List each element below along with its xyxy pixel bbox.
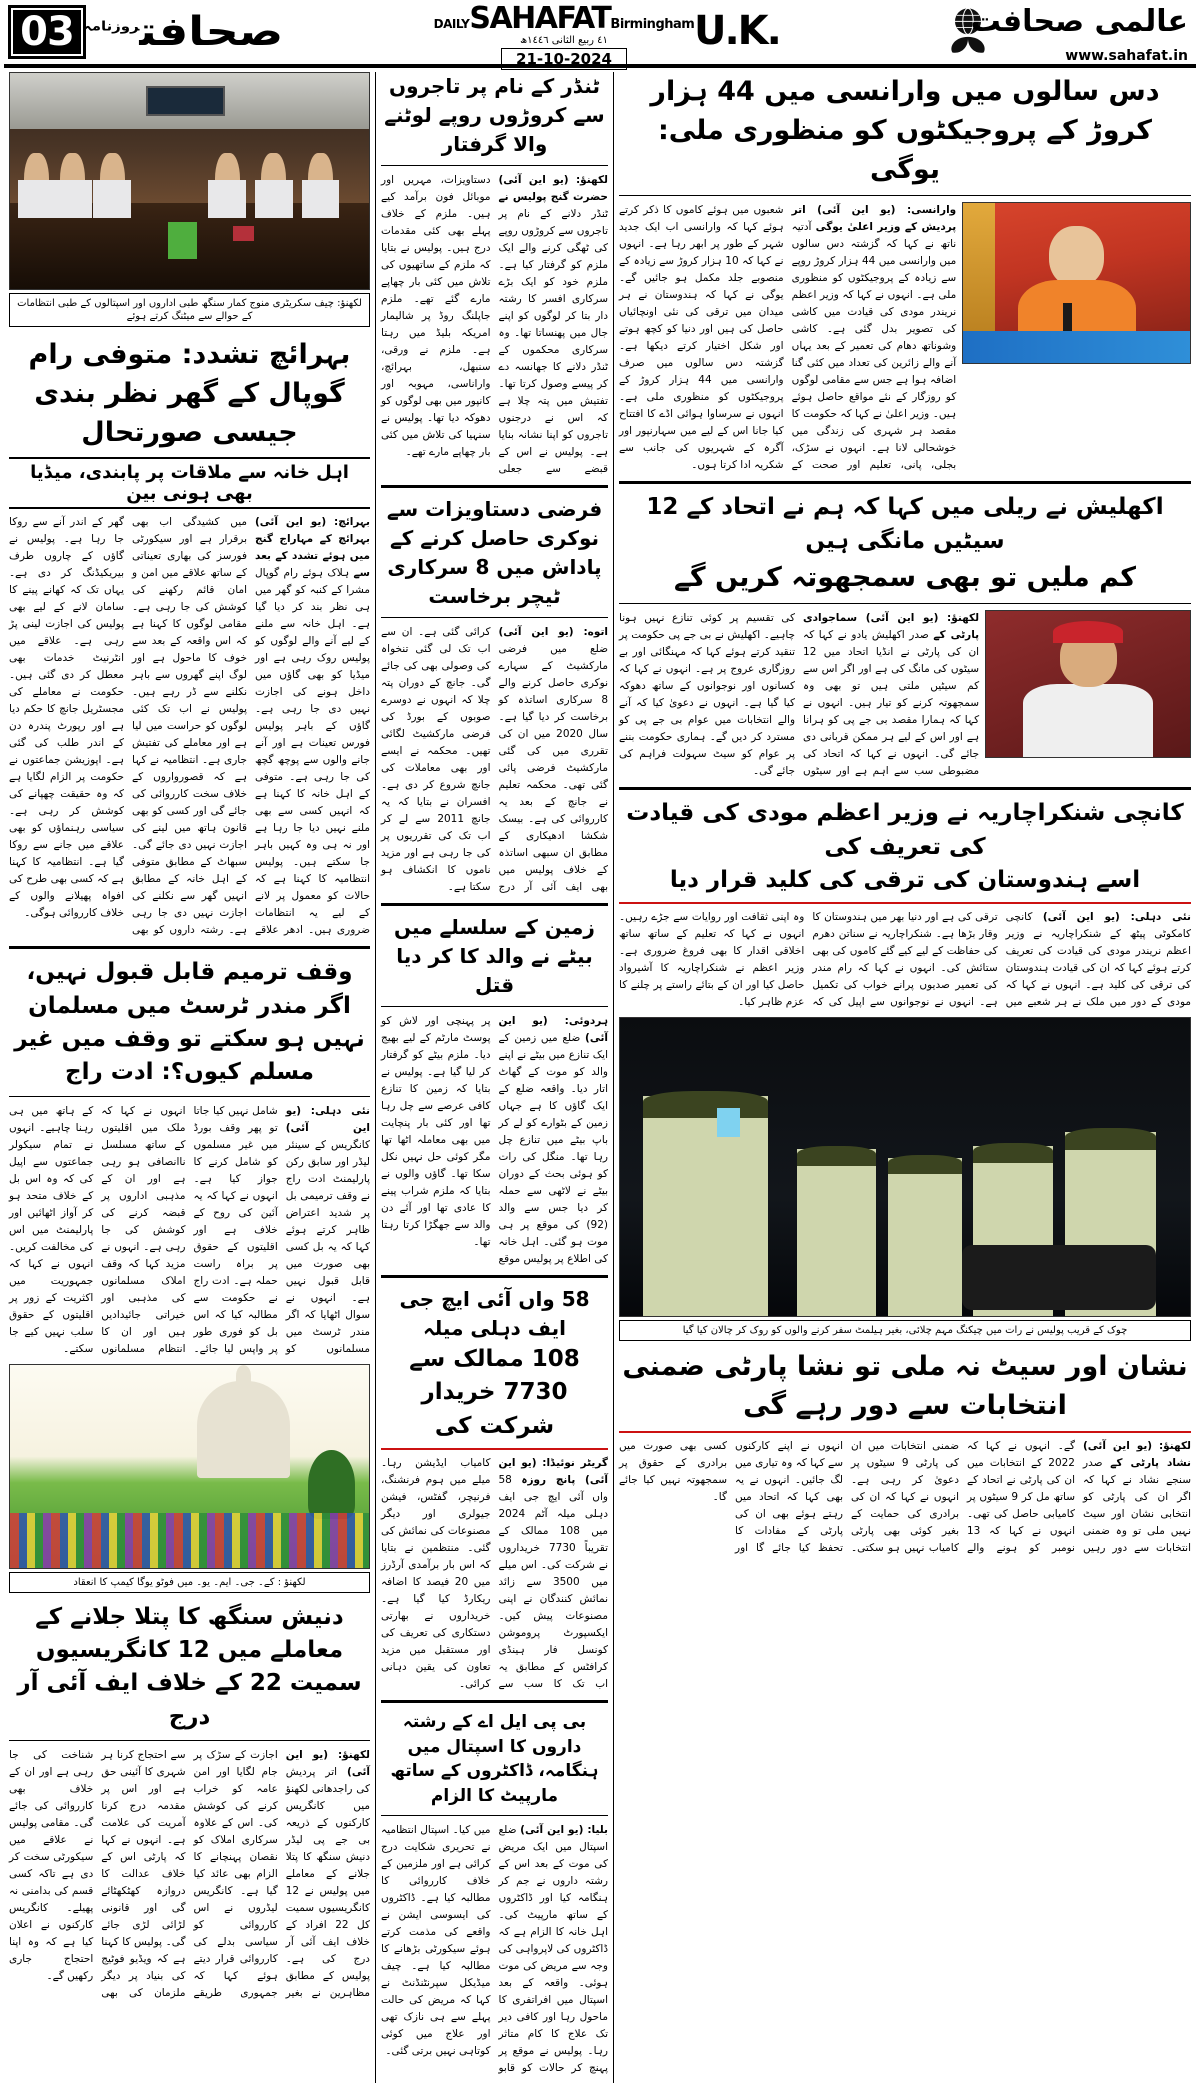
- article-dateline: بہرائچ: (یو این آئی) بہرائچ کے مہاراج گنج میں ہوئے تشدد کے بعد سے: [255, 516, 370, 580]
- hijri-date: ٤١ ربیع الثانی ١٤٤٦ھ: [520, 35, 608, 46]
- article-headline[interactable]: زمین کے سلسلے میں بیٹے نے والد کا کر دیا قتل: [394, 915, 595, 997]
- article-headline[interactable]: اکھلیش نے ریلی میں کہا کہ ہم نے اتحاد کے 12 سیٹیں مانگی ہیں: [646, 494, 1164, 554]
- article-hospital-ruckus: [381, 1710, 608, 2077]
- article-dateline: گریٹر نوئیڈا: (یو این آئی) پانچ روزہ: [498, 1457, 608, 1487]
- article-body: کانچی کامکوٹی پیٹھ کے شنکراچاریہ نے وزیر اعظم نریندر مودی کی قیادت کی تعریف کرتے ہوئے کہا کہ ان کی قیادت ہندوستان کی ترقی کی کلید ہے۔ انہوں نے کہا کہ مودی کے دور میں ملک نے ہر شعبے میں ترقی کی ہے اور دنیا بھر میں ہندوستان کا وقار بڑھا ہے۔ شنکراچاریہ نے سناتن دھرم کی حفاظت کے لیے کیے گئے کاموں کی بھی ستائش کی۔ انہوں نے کہا کہ رام مندر کی تعمیر صدیوں پرانے خواب کی تکمیل ہے۔ انہوں نے نوجوانوں سے اپیل کی کہ وہ اپنی ثقافت اور روایات سے جڑے رہیں۔ انہوں نے کہا کہ تعلیم کے ساتھ ساتھ اخلاقی اقدار کا بھی فروغ ضروری ہے۔ وزیر اعظم نے شنکراچاریہ کا آشیرواد حاصل کیا اور ان کے بتائے راستے پر چلنے کا عزم ظاہر کیا۔: [619, 911, 1191, 1009]
- masthead-right: [932, 0, 1192, 64]
- article-dateline: لکھنؤ: (یو این آئی) سماجوادی پارٹی کے: [803, 612, 980, 642]
- article-headline[interactable]: بی پی ایل اے کے رشتہ داروں کا اسپتال میں ہنگامہ، ڈاکٹروں کے ساتھ مارپیٹ کا الزام: [390, 1712, 599, 1806]
- article-headline[interactable]: فرضی دستاویزات سے نوکری حاصل کرنے کے پاداش میں 8 سرکاری ٹیچر برخاست: [386, 497, 603, 608]
- left-column: [4, 72, 376, 2083]
- photo-caption: لکھنؤ : کے۔ جی۔ ایم۔ یو۔ میں فوٹو یوگا کیمپ کا انعقاد: [9, 1572, 370, 1593]
- article-headline-2[interactable]: 108 ممالک سے 7730 خریدار شرکت کی: [409, 1346, 580, 1439]
- page-number-box: [8, 5, 86, 59]
- article-headline-2[interactable]: اسے ہندوستان کی ترقی کی کلید قرار دیا: [669, 866, 1141, 893]
- paper-name: SAHAFAT: [469, 1, 611, 36]
- article-headline[interactable]: نشان اور سیٹ نہ ملی تو نشا پارٹی ضمنی انتخابات سے دور رہے گی: [622, 1351, 1188, 1422]
- article-headline-2[interactable]: کم ملیں تو بھی سمجھوتہ کریں گے: [674, 562, 1136, 594]
- article-waqf: [9, 956, 370, 1357]
- article-yogi-varanasi: [619, 72, 1191, 474]
- article-dateline: وارانسی: (یو این آئی) اتر پردیش کے وزیر اعلیٰ یوگی: [791, 204, 957, 234]
- article-headline[interactable]: دس سالوں میں وارانسی میں 44 ہزار کروڑ کے پروجیکٹوں کو منظوری ملی: یوگی: [650, 76, 1160, 186]
- article-tender-fraud: [381, 72, 608, 478]
- masthead-center: [424, 1, 704, 70]
- page-number: 03: [11, 8, 83, 56]
- article-body: آدتیہ ناتھ نے کہا کہ گزشتہ دس سالوں میں وارانسی میں 44 ہزار کروڑ روپے سے زیادہ کے پروجیکٹوں کو منظوری ملی ہے۔ انہوں نے کہا کہ وزیر اعظم نریندر مودی کی قیادت میں کاشی کی تصویر بدل گئی ہے۔ کاشی وشوناتھ دھام کی تعمیر کے بعد یہاں آنے والے زائرین کی تعداد میں کئی گنا اضافہ ہوا ہے جس سے مقامی لوگوں کو روزگار کے نئے مواقع حاصل ہوئے ہیں۔ وزیر اعلیٰ نے کہا کہ حکومت کا مقصد ہر شہری کی زندگی میں خوشحالی لانا ہے۔ انہوں نے سڑک، بجلی، پانی، تعلیم اور صحت کے شعبوں میں ہوئے کاموں کا ذکر کرتے ہوئے کہا کہ وارانسی اب ایک جدید شہر کے طور پر ابھر رہا ہے۔ انہوں نے کہا کہ 10 ہزار کروڑ سے زیادہ کے منصوبے جلد مکمل ہو جائیں گے۔ یوگی نے کہا کہ ہندوستان نے ہر میدان میں ترقی کی نئی اونچائیاں حاصل کی ہیں اور دنیا کو کچھ ہوتے اور شکل اختیار کرتے دیکھا ہے۔ گزشتہ دس سالوں میں صرف وارانسی میں 44 ہزار کروڑ کے پروجیکٹوں کو منظوری ملی ہے۔ انہوں نے سرساوا ہوائی اڈے کا افتتاح کیا جانا اس کے لیے میں سہارنپور اور آگرہ کے شہریوں کی جانب سے شکریہ ادا کرتا ہوں۔: [619, 204, 957, 472]
- article-headline[interactable]: کانچی شنکراچاریہ نے وزیر اعظم مودی کی قیادت کی تعریف کی: [626, 800, 1184, 860]
- article-body: ضلع اسپتال میں ایک مریض کی موت کے بعد اس کے رشتہ داروں نے جم کر ہنگامہ کیا اور ڈاکٹروں کے ساتھ مارپیٹ کی۔ اہل خانہ کا الزام ہے کہ ڈاکٹروں کی لاپرواہی کی وجہ سے مریض کی موت ہوئی۔ واقعہ کے بعد اسپتال میں افراتفری کا ماحول رہا اور کافی دیر تک علاج کا کام متاثر رہا۔ پولیس نے موقع پر پہنچ کر حالات کو قابو میں کیا۔ اسپتال انتظامیہ نے تحریری شکایت درج کرائی ہے اور ملزمین کے خلاف کارروائی کا مطالبہ کیا ہے۔ ڈاکٹروں کی ایسوسی ایشن نے واقعے کی مذمت کرتے ہوئے سیکورٹی بڑھانے کا مطالبہ کیا ہے۔ چیف میڈیکل سپرنٹنڈنٹ نے کہا کہ مریض کی حالت پہلے سے ہی نازک تھی اور علاج میں کوئی کوتاہی نہیں برتی گئی۔: [381, 1823, 608, 2074]
- content-grid: [4, 72, 1196, 2074]
- daily-label: DAILY: [433, 17, 470, 31]
- article-headline[interactable]: ٹنڈر کے نام پر تاجروں سے کروڑوں روپے لوٹنے والا گرفتار: [384, 74, 605, 156]
- article-fake-docs-teachers: [381, 495, 608, 896]
- issue-date: 21-10-2024: [501, 48, 627, 70]
- yoga-camp-photo: [9, 1364, 370, 1569]
- article-dateline: بلیا: (یو این آئی): [520, 1823, 608, 1836]
- article-dateline: نئی دہلی: (یو این آئی): [1042, 911, 1191, 924]
- edition-label: U.K.: [694, 8, 780, 54]
- masthead-urdu-logo: [83, 9, 283, 55]
- article-behraich: [9, 335, 370, 939]
- website-url[interactable]: www.sahafat.in: [1065, 48, 1188, 64]
- masthead-urdu-logo-sup: روزنامہ: [82, 19, 140, 35]
- article-body: صدر اکھلیش یادو نے کہا کہ ان کی پارٹی نے انڈیا اتحاد میں 12 سیٹوں کی مانگ کی ہے اور اگر اس سے کم سیٹیں ملتی ہیں تو بھی وہ سمجھوتہ کرنے کو تیار ہیں۔ انہوں نے کہا کہ ہمارا مقصد بی جے پی کو ہرانا ہے اور اس کے لیے ہر ممکن قربانی دی جائے گی۔ انہوں نے کہا کہ اتحاد کی مضبوطی سب سے اہم ہے اور سیٹوں کی تقسیم پر کوئی تنازع نہیں ہونا چاہیے۔ اکھلیش نے بی جے پی حکومت پر تنقید کرتے ہوئے کہا کہ مہنگائی اور بے روزگاری عروج پر ہے۔ انہوں نے کہا کہ کسانوں اور نوجوانوں کے ساتھ دھوکہ کیا گیا ہے۔ انہوں نے دعویٰ کیا کہ آنے والے انتخابات میں عوام بی جے پی کو مسترد کر دیں گے۔ ہماری حکومت بننے پر عوام کو سیٹ سہولت فراہم کی جائے گی۔: [619, 612, 980, 778]
- article-dateline: لکھنؤ: (یو این آئی): [285, 1749, 371, 1779]
- article-body: ٹنڈر دلانے کے نام پر تاجروں سے کروڑوں روپے کی ٹھگی کرنے والے ایک ملزم کو گرفتار کیا ہے۔ ملزم خود کو ایک بڑے سرکاری افسر کا رشتہ دار بتا کر لوگوں کو اپنے جال میں پھنساتا تھا۔ وہ سرکاری محکموں کے ٹنڈر دلانے کا جھانسہ دے کر پیسے وصول کرتا تھا۔ تفتیش میں پتہ چلا ہے کہ اس نے درجنوں تاجروں کو اپنا نشانہ بنایا ہے۔ پولیس نے اس کے قبضے سے جعلی دستاویزات، مہریں اور موبائل فون برآمد کیے ہیں۔ ملزم کے خلاف پہلے بھی کئی مقدمات درج ہیں۔ پولیس نے بتایا کہ ملزم کے ساتھیوں کی تلاش میں کئی بار چھاپے مارے گئے تھے۔ ملزم جاپلنگ روڈ پر شالیمار امریکہ بلیڈ میں رہتا ہے۔ ملزم نے ورقی، سنبھل، بہرائچ، واراناسی، مہوبہ اور کانپور میں بھی لوگوں کو دھوکہ دیا تھا۔ پولیس نے سنہیا کی تلاش میں کئی بار چھاپے مارے تھے۔: [381, 174, 608, 475]
- article-body: ہلاک ہوئے رام گوپال مشرا کے کنبہ کو گھر میں ہی نظر بند کر دیا گیا ہے۔ اہل خانہ سے ملنے کے لیے آنے والے لوگوں کو پولیس روک رہی ہے اور میڈیا کو بھی گاؤں میں داخل ہونے کی اجازت نہیں دی جا رہی ہے۔ گاؤں کے باہر پولیس فورس تعینات ہے اور آنے جانے والوں سے پوچھ گچھ کی جا رہی ہے۔ متوفی کے اہل خانہ کا کہنا ہے کہ انہیں کسی سے بھی ملنے نہیں دیا جا رہا ہے اور نہ ہی وہ کہیں باہر جا سکتے ہیں۔ پولیس انتظامیہ کا کہنا ہے کہ حالات کو معمول پر لانے کے لیے یہ انتظامات ضروری ہیں۔ ادھر علاقے میں کشیدگی اب بھی برقرار ہے اور سیکورٹی فورسز کی بھاری تعیناتی کے ساتھ علاقے میں امن و امان قائم رکھنے کی کوشش کی جا رہی ہے۔ مقامی لوگوں کا کہنا ہے کہ اس واقعہ کے بعد سے خوف کا ماحول ہے اور لوگ اپنے گھروں سے باہر نکلنے سے ڈر رہے ہیں۔ پولیس نے اب تک کئی لوگوں کو حراست میں لیا ہے اور معاملے کی تفتیش جاری ہے۔ انتظامیہ نے کہا ہے کہ قصورواروں کے خلاف سخت کارروائی کی جائے گی اور کسی کو بھی قانون ہاتھ میں لینے کی اجازت نہیں دی جائے گی۔: [132, 516, 370, 937]
- article-body: ضلع میں زمین کے ایک تنازع میں بیٹے نے اپنے والد کو موت کے گھاٹ اتار دیا۔ واقعہ ضلع کے ایک گاؤں کا ہے جہاں زمین کے بٹوارے کو لے کر باپ بیٹے میں تنازع چل رہا تھا۔ منگل کی رات کو ہوئی بحث کے دوران بیٹے نے لاٹھی سے حملہ کر دیا جس سے والد (92) کی موقع پر ہی موت ہو گئی۔ اہل خانہ کی اطلاع پر پولیس موقع پر پہنچی اور لاش کو پوسٹ مارٹم کے لیے بھیج دیا۔ ملزم بیٹے کو گرفتار کر لیا گیا ہے۔ پولیس نے بتایا کہ زمین کا تنازع کافی عرصے سے چل رہا تھا اور کئی بار پنچایت میں بھی معاملہ اٹھا تھا مگر کوئی حل نہیں نکل سکا تھا۔ گاؤں والوں نے بتایا کہ ملزم شراب پینے کا عادی تھا اور آئے دن والد سے جھگڑا کرتا رہتا تھا۔: [381, 1015, 608, 1265]
- article-dateline: لکھنؤ: (یو این آئی) نشاد پارٹی کے: [1083, 1439, 1191, 1469]
- masthead-right-urdu-logo: عالمی صحافت: [970, 4, 1188, 39]
- article-subheadline: اہل خانہ سے ملاقات پر پابندی، میڈیا بھی ہونی بین: [9, 457, 370, 509]
- conference-meeting-photo: [9, 72, 370, 290]
- police-night-checking-photo: [619, 1017, 1191, 1317]
- article-headline[interactable]: 58 واں آئی ایچ جی ایف دہلی میلہ: [399, 1287, 590, 1340]
- article-dateline: ہردوئی: (یو این آئی): [498, 1015, 608, 1044]
- city-label: Birmingham: [610, 17, 695, 32]
- article-dateline: لکھنؤ: (یو این آئی) حضرت گنج پولیس نے: [498, 174, 608, 203]
- article-headline[interactable]: وقف ترمیم قابل قبول نہیں، اگر مندر ٹرسٹ میں مسلمان نہیں ہو سکتے تو وقف میں غیر مسلم کیوں؟: ادت راج: [14, 959, 365, 1086]
- article-body: صدر سنجے نشاد نے کہا کہ اگر ان کی پارٹی کو انتخابی نشان اور سیٹ نہیں ملی تو وہ ضمنی انتخابات سے دور رہیں گے۔ انہوں نے کہا کہ 2022 کے انتخابات میں ان کی پارٹی نے اتحاد کے ساتھ مل کر 9 سیٹوں پر کامیابی حاصل کی تھی۔ انہوں نے کہا کہ 13 نومبر کو ہونے والے ضمنی انتخابات میں ان کی پارٹی 9 سیٹوں پر دعویٰ کر رہی ہے۔ انہوں نے کہا کہ ان کی برادری کی حمایت کے بغیر کوئی بھی پارٹی کامیاب نہیں ہو سکتی۔ انہوں نے اپنے کارکنوں سے کہا کہ وہ تیاری میں لگ جائیں۔ انہوں نے یہ بھی کہا کہ اتحاد میں رہتے ہوئے بھی ان کی پارٹی کے مفادات کا تحفظ کیا جائے گا اور کسی بھی صورت میں برادری کے حقوق پر سمجھوتہ نہیں کیا جائے گا۔: [619, 1439, 1191, 1554]
- article-dinesh-singh: [9, 1601, 370, 2002]
- article-nishad-party: [619, 1347, 1191, 1556]
- photo-caption: چوک کے قریب پولیس نے رات میں چیکنگ مہم چلائی، بغیر ہیلمٹ سفر کرنے والوں کو روک کر چالان کیا گیا: [619, 1320, 1191, 1341]
- article-dateline: اتوه: (یو این آئی): [498, 626, 608, 638]
- masthead: [4, 0, 1196, 68]
- article-ihgf-delhi-fair: [381, 1285, 608, 1693]
- article-headline[interactable]: بہرائچ تشدد: متوفی رام گوپال کے گھر نظر بندی جیسی صورتحال: [28, 339, 351, 449]
- middle-column: [376, 72, 614, 2083]
- paper-title: [424, 1, 704, 36]
- article-shankaracharya-modi: [619, 797, 1191, 1011]
- article-akhilesh-seats: [619, 491, 1191, 780]
- article-dateline: نئی دہلی: (یو این آئی): [285, 1104, 370, 1134]
- article-body: ضلع میں فرضی مارکشیٹ کے سہارے نوکری حاصل کرنے والے 8 سرکاری اساتذہ کو برخاست کر دیا گیا ہے۔ سال 2020 میں ان کی تقرری میں کی گئی مارکشیٹ فرضی پائی گئی تھی۔ محکمہ تعلیم نے جانچ کے بعد یہ کارروائی کی ہے۔ بیسک شکشا ادھیکاری کے مطابق ان سبھی اساتذہ کے خلاف پولیس میں بھی ایف آئی آر درج کرائی گئی ہے۔ ان سے اب تک لی گئی تنخواہ کی وصولی بھی کی جائے گی۔ جانچ کے دوران پتہ چلا کہ انہوں نے دوسرے صوبوں کے بورڈ کی فرضی مارکشیٹ لگائی تھیں۔ محکمہ نے ایسے اور بھی معاملات کی جانچ شروع کر دی ہے۔ افسران نے بتایا کہ یہ جانچ 2011 سے لے کر اب تک کی تقرریوں پر کی جا رہی ہے اور مزید ناموں کا انکشاف ہو سکتا ہے۔: [381, 626, 608, 893]
- article-headline[interactable]: دنیش سنگھ کا پتلا جلانے کے معاملے میں 12 کانگریسیوں سمیت 22 کے خلاف ایف آئی آر درج: [17, 1603, 362, 1730]
- right-column: [614, 72, 1196, 2083]
- article-body: اتر پردیش کی راجدھانی لکھنؤ میں کانگریس کارکنوں کے ذریعہ بی جے پی لیڈر دنیش سنگھ کا پتلا جلانے کے معاملے میں پولیس نے 12 کانگریسیوں سمیت کل 22 افراد کے خلاف ایف آئی آر درج کی ہے۔ پولیس کے مطابق مظاہرین نے بغیر اجازت کے سڑک پر جام لگایا اور امن عامہ کو خراب کرنے کی کوشش کی۔ اس کے علاوہ سرکاری املاک کو نقصان پہنچانے کا الزام بھی عائد کیا گیا ہے۔ کانگریس لیڈروں نے اس کارروائی کو سیاسی بدلے کی کارروائی قرار دیتے ہوئے کہا کہ جمہوری طریقے سے احتجاج کرنا ہر شہری کا آئینی حق ہے اور اس پر مقدمہ درج کرنا آمریت کی علامت ہے۔ انہوں نے کہا کہ پارٹی اس کے خلاف عدالت کا دروازہ کھٹکھٹائے گی اور قانونی لڑائی لڑی جائے گی۔ پولیس کا کہنا ہے کہ ویڈیو فوٹیج کی بنیاد پر دیگر ملزمان کی بھی شناخت کی جا رہی ہے اور ان کے خلاف بھی کارروائی کی جائے گی۔ مقامی پولیس نے علاقے میں سیکورٹی سخت کر دی ہے تاکہ کسی قسم کی بدامنی نہ پھیلے۔ کانگریس کارکنوں نے اعلان کیا ہے کہ وہ اپنا احتجاج جاری رکھیں گے۔: [9, 1749, 370, 2000]
- akhilesh-yadav-photo: [985, 610, 1191, 758]
- masthead-urdu-logo-text: صحافت: [139, 9, 284, 55]
- article-body: کانگریس کے سینئر لیڈر اور سابق رکن پارلیمنٹ ادت راج نے وقف ترمیمی بل پر شدید اعتراض ظاہر کرتے ہوئے کہا کہ یہ بل کسی بھی صورت میں قابل قبول نہیں ہے۔ انہوں نے سوال اٹھایا کہ اگر مندر ٹرسٹ میں مسلمانوں کو شامل نہیں کیا جاتا تو پھر وقف بورڈ میں غیر مسلموں کو شامل کرنے کا جواز کیا ہے۔ انہوں نے کہا کہ یہ آئین کی روح کے خلاف ہے اور اقلیتوں کے حقوق پر براہ راست حملہ ہے۔ ادت راج نے حکومت سے مطالبہ کیا کہ اس بل کو فوری طور پر واپس لیا جائے۔ انہوں نے کہا کہ ملک میں اقلیتوں کے ساتھ مسلسل ناانصافی ہو رہی ہے اور ان کے مذہبی اداروں پر قبضہ کرنے کی کوشش کی جا رہی ہے۔ انہوں نے مزید کہا کہ وقف املاک مسلمانوں کی مذہبی اور خیراتی جائیدادیں ہیں اور ان کا انتظام مسلمانوں کے ہاتھ میں ہی رہنا چاہیے۔ انہوں نے تمام سیکولر جماعتوں سے اپیل کی کہ وہ اس بل کے خلاف متحد ہو کر آواز اٹھائیں اور پارلیمنٹ میں اس کی مخالفت کریں۔ انہوں نے کہا کہ جمہوریت میں اکثریت کے زور پر اقلیتوں کے حقوق سلب نہیں کیے جا سکتے۔: [9, 1104, 370, 1355]
- yogi-adityanath-photo: [962, 202, 1191, 364]
- article-son-kills-father: [381, 913, 608, 1268]
- article-body-2: سبھاٹ کے مطابق متوفی کے اہل خانہ کے مطابق انہیں گھر سے نکلنے کی اجازت نہیں دی جا رہی ہے۔ رشتہ داروں کو بھی گھر کے اندر آنے سے روکا جا رہا ہے۔ پولیس نے گاؤں کے چاروں طرف بیریکیڈنگ کر دی ہے۔ یہاں تک کہ کھانے پینے کا سامان لانے کے لیے بھی پولیس کی اجازت لینی پڑ رہی ہے۔ علاقے میں انٹرنیٹ خدمات بھی معطل کر دی گئی ہیں۔ حکومت نے معاملے کی مجسٹریل جانچ کا حکم دیا ہے اور رپورٹ پندرہ دن کے اندر طلب کی گئی ہے۔ اپوزیشن جماعتوں نے حکومت پر الزام لگایا ہے کہ وہ حقیقت چھپانے کی کوشش کر رہی ہے۔ سیاسی رہنماؤں کو بھی علاقے میں جانے سے روکا گیا ہے۔ انتظامیہ کا کہنا ہے کہ کسی بھی طرح کی افواہ پھیلانے والوں کے خلاف کارروائی ہوگی۔: [9, 516, 247, 937]
- photo-caption: لکھنؤ: چیف سکریٹری منوج کمار سنگھ طبی اداروں اور اسپتالوں کے طبی انتظامات کے حوالے سے میٹنگ کرتے ہوئے: [9, 293, 370, 327]
- article-body: 58 واں آئی ایچ جی ایف دہلی میلہ آٹم 2024 میں 108 ممالک کے تقریباً 7730 خریداروں نے شرکت کی۔ اس میلے میں 3500 سے زائد نمائش کنندگان نے اپنی مصنوعات پیش کیں۔ ایکسپورٹ پروموشن کونسل فار ہینڈی کرافٹس کے مطابق یہ اب تک کا سب سے کامیاب ایڈیشن رہا۔ میلے میں ہوم فرنشنگ، فرنیچر، گفٹس، فیشن جیولری اور دیگر مصنوعات کی نمائش کی گئی۔ منتظمین نے بتایا کہ اس بار برآمدی آرڈرز میں 20 فیصد کا اضافہ ریکارڈ کیا گیا ہے۔ خریداروں نے بھارتی دستکاری کی تعریف کی اور مستقبل میں مزید تعاون کی یقین دہانی کرائی۔: [381, 1457, 608, 1691]
